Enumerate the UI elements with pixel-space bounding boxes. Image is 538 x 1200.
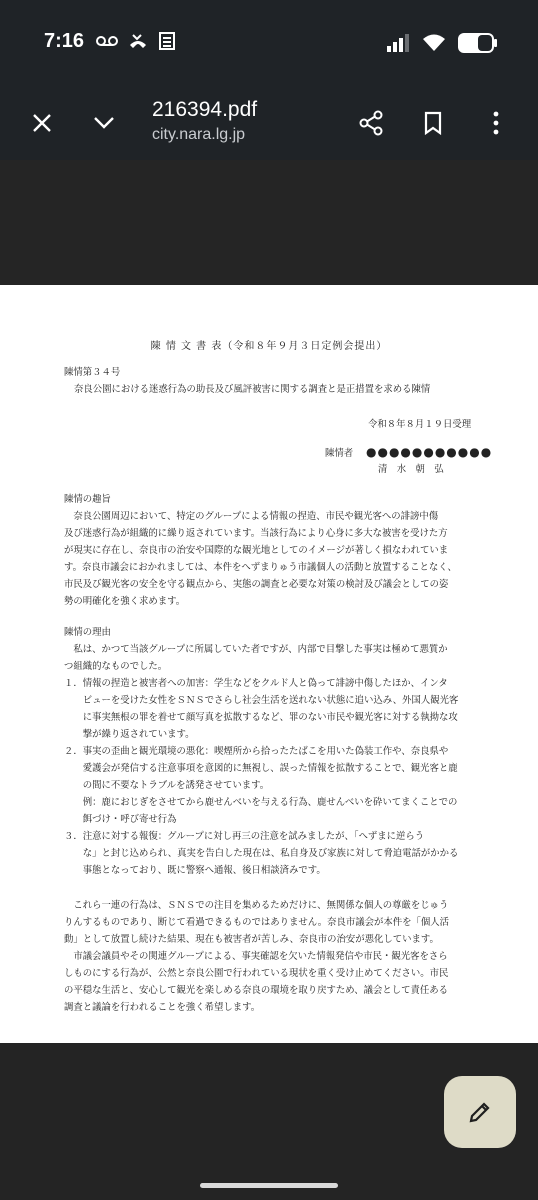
received-date: 令和８年８月１９日受理 [368, 419, 472, 430]
system-icons [386, 33, 498, 53]
closing-line: の平穏な生活と、安心して観光を楽しめる奈良の環境を取り戻すため、議会として責任ある [64, 985, 449, 996]
reason-line: つ組織的なものでした。 [64, 661, 168, 672]
battery-icon [458, 33, 498, 53]
more-vert-icon [493, 111, 499, 135]
reason-line: の間に不要なトラブルを誘発させています。 [64, 780, 270, 791]
notification-icons [96, 32, 176, 50]
home-indicator[interactable] [200, 1183, 338, 1188]
wifi-icon [422, 34, 446, 52]
reason-line: 例：鹿におじぎをさせてから鹿せんべいを与える行為、鹿せんべいを砕いてまくことでの [64, 797, 458, 808]
status-time: 7:16 [44, 30, 85, 52]
summary-line: す。奈良市議会におかれましては、本件をへずまりゅう市議個人の活動と放置することなく、 [64, 562, 457, 573]
voicemail-icon [96, 35, 118, 47]
petition-number: 陳情第３４号 [64, 367, 121, 378]
reason-line: 撃が繰り返されています。 [64, 729, 195, 740]
signal-icon [386, 34, 410, 52]
reason-line: ２．事実の歪曲と観光環境の悪化：喫煙所から拾ったたばこを用いた偽装工作や、奈良県や [64, 746, 449, 757]
summary-line: 及び迷惑行為が組織的に繰り返されています。当該行為により心身に多大な被害を受けた方 [64, 528, 448, 539]
reason-line: １．情報の捏造と被害者への加害：学生などをクルド人と偽って誹謗中傷したほか、インタ [64, 678, 448, 689]
petitioner-name: 清 水 朝 弘 [378, 464, 444, 475]
summary-line: 勢の明確化を強く求めます。 [64, 596, 186, 607]
file-source-domain: city.nara.lg.jp [152, 126, 246, 143]
pdf-viewer-toolbar [0, 70, 538, 160]
news-icon [158, 32, 176, 50]
reason-line: 事態となっており、既に警察へ通報、後日相談済みです。 [64, 865, 326, 876]
reason-line: 愛護会が発信する注意事項を意図的に無視し、誤った情報を拡散することで、観光客と鹿 [64, 763, 458, 774]
more-options-button[interactable] [476, 103, 516, 143]
share-icon [358, 110, 384, 136]
closing-line: しものにする行為が、公然と奈良公園で行われている現状を重く受け止めてください。市民 [64, 968, 449, 979]
petitioner-redacted: ●●●●●●●●●●● [366, 445, 493, 459]
summary-heading: 陳情の趣旨 [64, 494, 111, 505]
edit-button[interactable] [444, 1076, 516, 1148]
closing-line: りんするものであり、断じて看過できるものではありません。奈良市議会が本件を「個人活 [64, 917, 449, 928]
share-button[interactable] [351, 103, 391, 143]
petitioner-label: 陳情者 [325, 448, 354, 459]
petition-subject: 奈良公園における迷惑行為の助長及び風評被害に関する調査と是正措置を求める陳情 [74, 384, 431, 395]
reason-line: ３．注意に対する報復：グループに対し再三の注意を試みましたが、「へずまに逆らう [64, 831, 425, 842]
reason-line: に事実無根の罪を着せて顔写真を拡散するなど、罪のない市民や観光客に対する執拗な攻 [64, 712, 458, 723]
summary-line: 市民及び観光客の安全を守る観点から、実態の調査と必要な対策の検討及び議会としての姿 [64, 579, 449, 590]
reason-line: な」と封じ込められ、真実を告白した現在は、私自身及び家族に対して脅迫電話がかかる [64, 848, 459, 859]
status-bar [0, 0, 538, 70]
bookmark-button[interactable] [413, 103, 453, 143]
close-button[interactable] [22, 103, 62, 143]
missed-call-icon [128, 33, 148, 49]
reason-heading: 陳情の理由 [64, 627, 111, 638]
viewer-background [0, 160, 538, 285]
closing-line: これら一連の行為は、ＳＮＳでの注目を集めるためだけに、無関係な個人の尊厳をじゅう [64, 900, 449, 911]
chevron-down-icon [93, 116, 115, 130]
file-name: 216394.pdf [152, 98, 258, 121]
edit-pencil-icon [467, 1099, 493, 1125]
closing-line: 市議会議員やその関連グループによる、事実確認を欠いた情報発信や市民・観光客をさら [64, 951, 448, 962]
closing-line: 調査と議論を行われることを強く希望します。 [64, 1002, 261, 1013]
reason-line: ビューを受けた女性をＳＮＳでさらし社会生活を送れない状態に追い込み、外国人観光客 [64, 695, 459, 706]
bookmark-icon [423, 111, 443, 135]
summary-line: 奈良公園周辺において、特定のグループによる情報の捏造、市民や観光客への誹謗中傷 [64, 511, 439, 522]
document-title: 陳 情 文 書 表（令和８年９月３日定例会提出） [150, 341, 388, 352]
reason-line: 私は、かつて当該グループに所属していた者ですが、内部で目撃した事実は極めて悪質か [64, 644, 448, 655]
close-icon [32, 113, 52, 133]
collapse-button[interactable] [84, 103, 124, 143]
summary-line: が現実に存在し、奈良市の治安や国際的な観光地としてのイメージが著しく損なわれていま [64, 545, 449, 556]
reason-line: 餌づけ・呼び寄せ行為 [64, 814, 177, 825]
pdf-page[interactable] [0, 285, 538, 1043]
closing-line: 動」として放置し続けた結果、現在も被害者が苦しみ、奈良市の治安が悪化しています。 [64, 934, 439, 945]
